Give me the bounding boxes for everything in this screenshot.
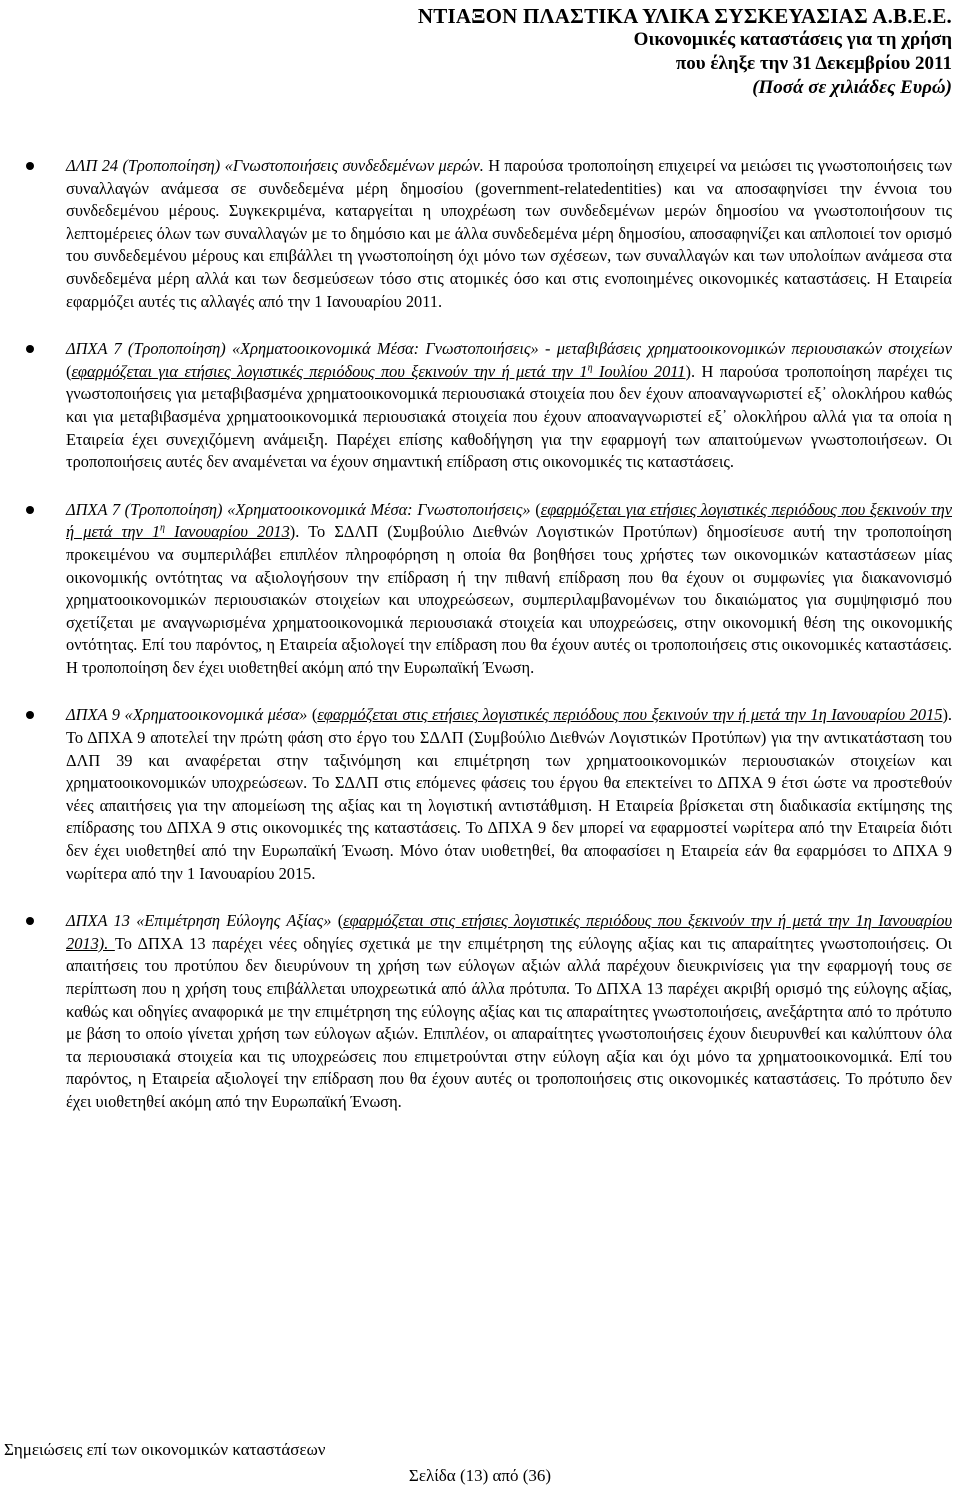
- note-text: εφαρμόζεται για ετήσιες λογιστικές περιόδους που ξεκινούν την ή μετά την 1: [71, 361, 588, 381]
- bullet-icon: [26, 917, 34, 925]
- note-open: (: [331, 911, 344, 931]
- paragraph: [66, 499, 952, 680]
- ordinal-sup: η: [587, 362, 593, 374]
- paragraph: [66, 338, 952, 474]
- note-open: (: [66, 361, 72, 381]
- page-number: Σελίδα (13) από (36): [408, 1466, 552, 1485]
- paragraph: [66, 704, 952, 885]
- note-close: ).: [289, 522, 300, 542]
- standard-title: ΔΠΧΑ 7 (Τροποποίηση) «Χρηματοοικονομικά Μέσα: Γνωστοποιήσεις» - μεταβιβάσεις χρηματοοικονομικών περιουσιακών στοιχείων: [66, 339, 952, 359]
- paragraph-body: Το ΣΔΛΠ (Συμβούλιο Διεθνών Λογιστικών Προτύπων) δημοσίευσε αυτή την τροποποίηση προκειμένου να συμπεριλάβει επιπλέον πληροφόρηση η οποία θα βοηθήσει τους χρήστες των οικονομικών καταστάσεων μίας οικονομικής οντότητας να αξιολογήσουν την επίδραση ή την πιθανή επίδραση που θα έχουν οι συμφωνίες για διακανονισμό χρηματοοικονομικών περιουσιακών στοιχείων και υποχρεώσεων, συμπεριλαμβανομένων του δικαιώματος για συμψηφισμό που σχετίζεται με αναγνωρισμένα χρηματοοικονομικά περιουσιακά στοιχεία και υποχρεώσεις, στην οικονομική θέση της οικονομικής οντότητας. Επί του παρόντος, η Εταιρεία αξιολογεί την επίδραση που θα έχουν αυτές οι τροποποιήσεις στις οικονομικές καταστάσεις. Η τροποποίηση δεν έχει υιοθετηθεί ακόμη από την Ευρωπαϊκή Ένωση.: [66, 522, 952, 677]
- note-close: ).: [685, 361, 696, 381]
- note-open: (: [530, 499, 541, 519]
- note-date: Ιουλίου 2011: [592, 361, 686, 381]
- ordinal-sup: η: [160, 522, 166, 534]
- paragraph-body: Το ΔΠΧΑ 9 αποτελεί την πρώτη φάση στο έργο του ΣΔΛΠ (Συμβούλιο Διεθνών Λογιστικών Προτύπων) για την αντικατάσταση του ΔΛΠ 39 και αναφέρεται στην ταξινόμηση και επιμέτρηση των χρηματοοικονομικών περιουσιακών στοιχείων και χρηματοοικονομικών υποχρεώσεων. Το ΣΔΛΠ στις επόμενες φάσεις του έργου θα επεκτείνει το ΔΠΧΑ 9 έτσι ώστε να προστεθούν νέες απαιτήσεις για την απομείωση της αξίας και τη λογιστική αντιστάθμιση. Η Εταιρεία βρίσκεται στη διαδικασία εκτίμησης της επίδρασης του ΔΠΧΑ 9 στις οικονομικές της καταστάσεις. Το ΔΠΧΑ 9 δεν μπορεί να εφαρμοστεί νωρίτερα από την Εταιρεία διότι δεν έχει υιοθετηθεί από την Ευρωπαϊκή Ένωση. Μόνο όταν υιοθετηθεί, θα αποφασίσει η Εταιρεία εάν θα εφαρμόσει το ΔΠΧΑ 9 νωρίτερα από την 1 Ιανουαρίου 2015.: [66, 728, 952, 883]
- effective-date-note: [71, 362, 685, 381]
- standard-title: ΔΛΠ 24 (Τροποποίηση) «Γνωστοποιήσεις συνδεδεμένων μερών.: [66, 156, 484, 175]
- statements-title: Οικονομικές καταστάσεις για τη χρήση: [633, 29, 952, 50]
- standard-title: ΔΠΧΑ 7 (Τροποποίηση) «Χρηματοοικονομικά Μέσα: Γνωστοποιήσεις»: [66, 499, 531, 519]
- paragraph-body: Το ΔΠΧΑ 13 παρέχει νέες οδηγίες σχετικά με την επιμέτρηση της εύλογης αξίας και τις απαραίτητες γνωστοποιήσεις. Οι απαιτήσεις του προτύπου δεν διευρύνουν τη χρήση των εύλογων αξιών αλλά παρέχουν διευκρινίσεις για την εφαρμογή τους σε περίπτωση που η χρήση τους επιβάλλεται υποχρεωτικά από άλλα πρότυπα. Το ΔΠΧΑ 13 παρέχει ακριβή ορισμό της εύλογης αξίας, καθώς και οδηγίες αναφορικά με την επιμέτρηση της εύλογης αξίας και τις απαραίτητες γνωστοποιήσεις, ανεξάρτητα από το πρότυπο με βάση το οποίο γίνεται χρήση των εύλογων αξιών. Επιπλέον, οι απαραίτητες γνωστοποιήσεις έχουν διευρυνθεί και καλύπτουν όλα τα περιουσιακά στοιχεία και τις υποχρεώσεις που επιμετρούνται στην εύλογη αξία και όχι μόνο τα χρηματοοικονομικά. Επί του παρόντος, η Εταιρεία αξιολογεί την επίδραση που θα έχουν αυτές οι τροποποιήσεις στις οικονομικές καταστάσεις. Το πρότυπο δεν έχει υιοθετηθεί ακόμη από την Ευρωπαϊκή Ένωση.: [66, 933, 952, 1111]
- bullet-icon: [26, 162, 34, 170]
- standard-title: ΔΠΧΑ 9 «Χρηματοοικονομικά μέσα»: [66, 705, 308, 725]
- effective-date-note: εφαρμόζεται στις ετήσιες λογιστικές περιόδους που ξεκινούν την ή μετά την 1η Ιανουαρίου 2015: [317, 705, 943, 725]
- paragraph: [66, 155, 952, 313]
- standards-list: [26, 155, 952, 1139]
- paragraph-body: Η παρούσα τροποποίηση παρέχει τις γνωστοποιήσεις για μεταβιβασμένα χρηματοοικονομικά περιουσιακά στοιχεία που δεν έχουν αποαναγνωριστεί εξ᾽ ολοκλήρου καθώς και για μεταβιβασμένα χρηματοοικονομικά περιουσιακά στοιχεία που έχουν αποαναγνωριστεί εξ᾽ ολοκλήρου αλλά για τα οποία η Εταιρεία έχει συνεχιζόμενη ανάμειξη. Παρέχει επίσης καθοδήγηση για την εφαρμογή των απαιτούμενων γνωστοποιήσεων. Οι τροποποιήσεις αυτές δεν αναμένεται να έχουν σημαντική επίδραση στις οικονομικές τις καταστάσεις.: [66, 361, 952, 472]
- note-open: (: [307, 705, 318, 725]
- note-text: εφαρμόζεται για ετήσιες λογιστικές περιόδους που ξεκινούν την ή μετά την 1: [66, 499, 952, 542]
- note-close: ).: [942, 705, 953, 725]
- bullet-icon: [26, 711, 34, 719]
- fiscal-year-end: που έληξε την 31 Δεκεμβρίου 2011: [675, 53, 952, 74]
- bullet-icon: [26, 345, 34, 353]
- list-item-ifrs9: [26, 704, 952, 885]
- amounts-unit: (Ποσά σε χιλιάδες Ευρώ): [752, 77, 952, 98]
- list-item-ias24: [26, 155, 952, 313]
- list-item-ifrs7-offsetting: [26, 499, 952, 680]
- paragraph-body: Η παρούσα τροποποίηση επιχειρεί να μειώσει τις γνωστοποιήσεις των συναλλαγών ανάμεσα σε συνδεδεμένα μέρη δημοσίου (government-relatedentities) και να αποσαφηνίσει την έννοια του συνδεδεμένου μέρους. Συγκεκριμένα, καταργείται η υποχρέωση των συνδεδεμένων μερών δημοσίου να γνωστοποιήσουν τις λεπτομέρειες όλων των συναλλαγών με το δημόσιο και με άλλα συνδεδεμένα μέρη δημοσίου, αποσαφηνίζει και απλοποιεί τον ορισμό του συνδεδεμένου μέρους και επιβάλλει τη γνωστοποίηση όχι μόνο των σχέσεων, των συναλλαγών και των υπολοίπων ανάμεσα στα συνδεδεμένα μέρη αλλά και των δεσμεύσεων τόσο στις ατομικές όσο και στις ενοποιημένες οικονομικές καταστάσεις. Η Εταιρεία εφαρμόζει αυτές τις αλλαγές από την 1 Ιανουαρίου 2011.: [66, 156, 952, 311]
- page-header: [52, 4, 952, 100]
- list-item-ifrs7-transfers: [26, 338, 952, 474]
- company-name: ΝΤΙΑΞΟΝ ΠΛΑΣΤΙΚΑ ΥΛΙΚΑ ΣΥΣΚΕΥΑΣΙΑΣ Α.Β.Ε.Ε.: [417, 4, 952, 28]
- effective-date-note: εφαρμόζεται στις ετήσιες λογιστικές περιόδους που ξεκινούν την ή μετά την 1η Ιανουαρίου 2013).: [66, 911, 952, 953]
- paragraph: [66, 910, 952, 1113]
- list-item-ifrs13: [26, 910, 952, 1113]
- footer-notes-label: Σημειώσεις επί των οικονομικών καταστάσεων: [4, 1440, 326, 1459]
- standard-title: ΔΠΧΑ 13 «Επιμέτρηση Εύλογης Αξίας»: [66, 911, 332, 931]
- note-date: Ιανουαρίου 2013: [165, 522, 290, 542]
- bullet-icon: [26, 506, 34, 514]
